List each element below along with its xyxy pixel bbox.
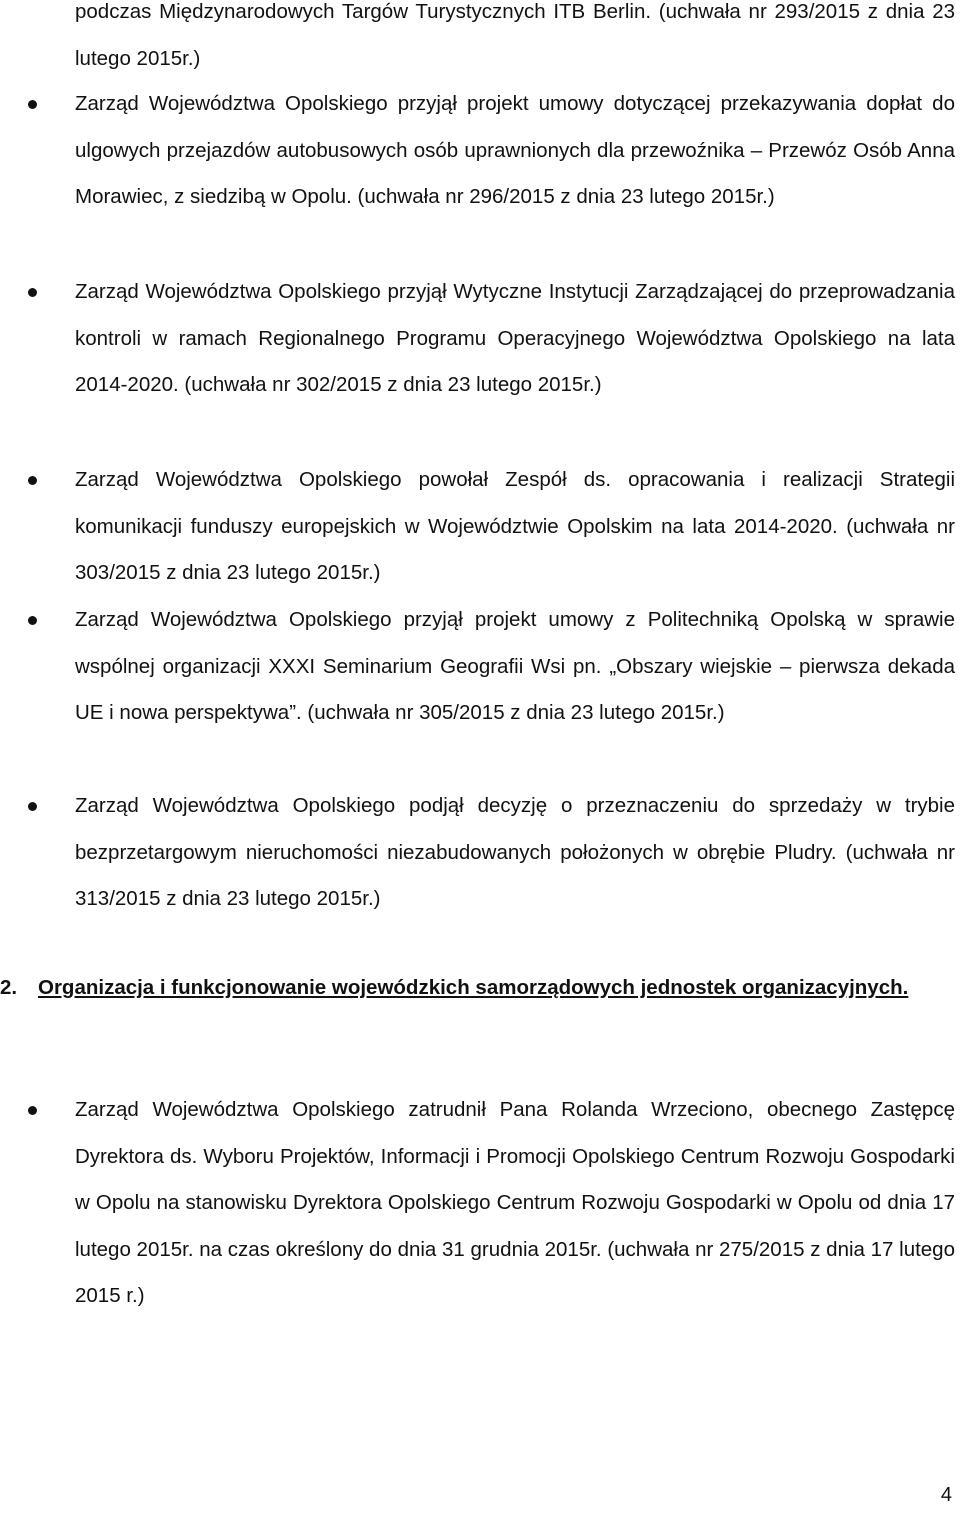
bullet-icon: [28, 616, 37, 625]
bullet-icon: [28, 476, 37, 485]
continued-paragraph: podczas Międzynarodowych Targów Turystycznych ITB Berlin. (uchwała nr 293/2015 z dnia 23 lutego 2015r.): [75, 0, 955, 70]
bullet-icon: [28, 288, 37, 297]
section-number: 2.: [0, 976, 18, 999]
section-title: Organizacja i funkcjonowanie wojewódzkich samorządowych jednostek organizacyjnych.: [38, 976, 909, 999]
list-item-text: Zarząd Województwa Opolskiego przyjął projekt umowy z Politechniką Opolską w sprawie wspólnej organizacji XXXI Seminarium Geografii Wsi pn. „Obszary wiejskie – pierwsza dekada UE i nowa perspektywa”. (uchwała nr 305/2015 z dnia 23 lutego 2015r.): [75, 608, 955, 724]
list-item-text: Zarząd Województwa Opolskiego przyjął projekt umowy dotyczącej przekazywania dopłat do ulgowych przejazdów autobusowych osób uprawnionych dla przewoźnika – Przewóz Osób Anna Morawiec, z siedzibą w Opolu. (uchwała nr 296/2015 z dnia 23 lutego 2015r.): [75, 92, 955, 208]
list-item-text: Zarząd Województwa Opolskiego zatrudnił Pana Rolanda Wrzeciono, obecnego Zastępcę Dyrektora ds. Wyboru Projektów, Informacji i Promocji Opolskiego Centrum Rozwoju Gospodarki w Opolu na stanowisku Dyrektora Opolskiego Centrum Rozwoju Gospodarki w Opolu od dnia 17 lutego 2015r. na czas określony do dnia 31 grudnia 2015r. (uchwała nr 275/2015 z dnia 17 lutego 2015 r.): [75, 1098, 955, 1307]
bullet-icon: [28, 802, 37, 811]
page-number: 4: [940, 1484, 952, 1506]
bullet-icon: [28, 1106, 37, 1115]
list-item-text: Zarząd Województwa Opolskiego podjął decyzję o przeznaczeniu do sprzedaży w trybie bezprzetargowym nieruchomości niezabudowanych położonych w obrębie Pludry. (uchwała nr 313/2015 z dnia 23 lutego 2015r.): [75, 794, 955, 910]
list-item-text: Zarząd Województwa Opolskiego powołał Zespół ds. opracowania i realizacji Strategii komunikacji funduszy europejskich w Województwie Opolskim na lata 2014-2020. (uchwała nr 303/2015 z dnia 23 lutego 2015r.): [75, 468, 955, 584]
bullet-icon: [28, 100, 37, 109]
list-item-text: Zarząd Województwa Opolskiego przyjął Wytyczne Instytucji Zarządzającej do przeprowadzania kontroli w ramach Regionalnego Programu Operacyjnego Województwa Opolskiego na lata 2014-2020. (uchwała nr 302/2015 z dnia 23 lutego 2015r.): [75, 280, 955, 396]
